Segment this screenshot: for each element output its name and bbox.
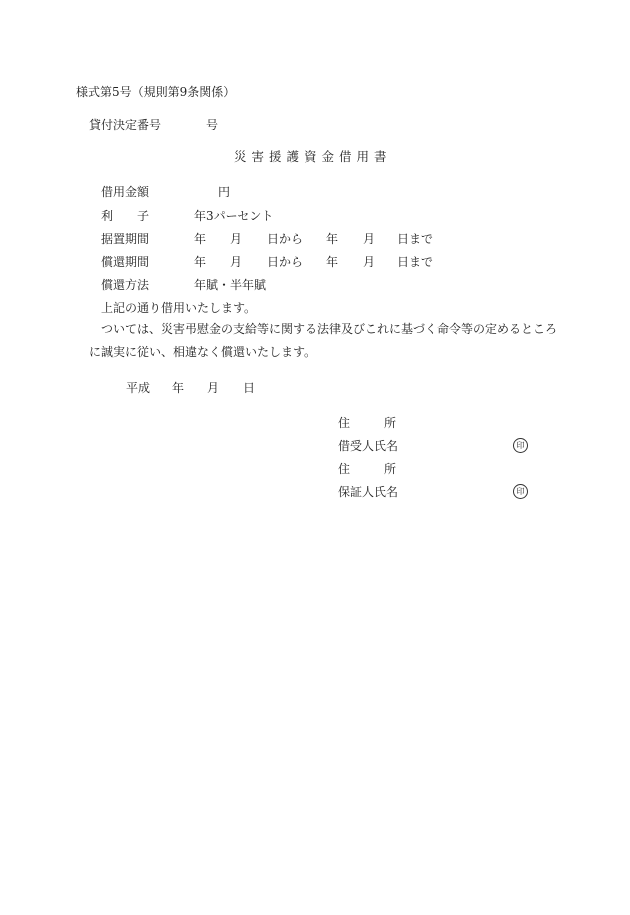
deferment-from-day: 日から xyxy=(267,232,304,246)
body-line-2: ついては、災害弔慰金の支給等に関する法律及びこれに基づく命令等の定めるところ xyxy=(101,322,558,336)
date-era: 平成 xyxy=(126,381,151,395)
repayment-method-label: 償還方法 xyxy=(101,278,150,292)
interest-value: 年3パーセント xyxy=(194,209,274,223)
guarantor-seal-icon: 印 xyxy=(513,484,528,499)
borrower-address-char2: 所 xyxy=(384,416,397,430)
body-line-1: 上記の通り借用いたします。 xyxy=(101,301,257,315)
deferment-from-month: 月 xyxy=(230,232,243,246)
amount-label: 借用金額 xyxy=(101,185,150,199)
document-title: 災害援護資金借用書 xyxy=(234,149,392,164)
repayment-method-value: 年賦・半年賦 xyxy=(194,278,267,292)
repayment-period-label: 償還期間 xyxy=(101,255,150,269)
interest-label-char1: 利 xyxy=(101,209,114,223)
deferment-to-year: 年 xyxy=(326,232,339,246)
borrower-seal-icon: 印 xyxy=(513,438,528,453)
deferment-label: 据置期間 xyxy=(101,232,150,246)
repayment-to-year: 年 xyxy=(326,255,339,269)
date-month: 月 xyxy=(207,381,220,395)
loan-number-label: 貸付決定番号 xyxy=(89,118,162,132)
repayment-from-year: 年 xyxy=(194,255,207,269)
interest-label-char2: 子 xyxy=(137,209,150,223)
date-day: 日 xyxy=(243,381,256,395)
form-number: 様式第5号（規則第9条関係） xyxy=(76,85,236,99)
amount-unit: 円 xyxy=(218,185,231,199)
guarantor-name-label: 保証人氏名 xyxy=(338,485,399,499)
borrower-name-label: 借受人氏名 xyxy=(338,439,399,453)
borrower-address-char1: 住 xyxy=(338,416,351,430)
repayment-to-day: 日まで xyxy=(397,255,434,269)
deferment-to-day: 日まで xyxy=(397,232,434,246)
guarantor-address-char2: 所 xyxy=(384,462,397,476)
deferment-to-month: 月 xyxy=(363,232,376,246)
repayment-from-day: 日から xyxy=(267,255,304,269)
repayment-from-month: 月 xyxy=(230,255,243,269)
date-year: 年 xyxy=(172,381,185,395)
deferment-from-year: 年 xyxy=(194,232,207,246)
guarantor-address-char1: 住 xyxy=(338,462,351,476)
body-line-3: に誠実に従い、相違なく償還いたします。 xyxy=(89,345,317,359)
repayment-to-month: 月 xyxy=(363,255,376,269)
loan-number-suffix: 号 xyxy=(206,118,219,132)
